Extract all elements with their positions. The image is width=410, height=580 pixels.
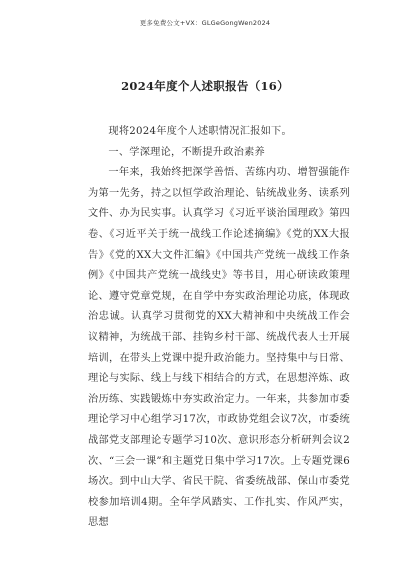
document-title: 2024年度个人述职报告（16）: [121, 79, 289, 93]
intro-paragraph: 现将2024年度个人述职情况汇报如下。: [108, 126, 292, 137]
section-heading: 一、学深理论，不断提升政治素养: [108, 146, 265, 158]
header-note: 更多免费公文+VX：GLGeGongWen2024: [139, 19, 271, 27]
document-body: [88, 122, 350, 534]
body-paragraph: 一年来，我始终把深学善悟、苦练内功、增智强能作为第一先务，持之以恒学政治理论、钻统战业务、读系列文件、办为民实事。认真学习《习近平谈治国理政》第四卷、《习近平关于统一战线工作论述摘编》《党的XX大报告》《党的XX大文件汇编》《中国共产党统一战线工作条例》《中国共产党统一战线史》等书目，用心研读政策理论、遵守党章党规，在自学中夯实政治理论功底，体现政治忠诚。认真学习贯彻党的XX大精神和中央统战工作会议精神，为统战干部、挂钩乡村干部、统战代表人士开展培训，在带头上党课中提升政治能力。坚持集中与日常、理论与实际、线上与线下相结合的方式，在思想淬炼、政治历练、实践锻炼中夯实政治定力。一年来，共参加市委理论学习中心组学习17次，市政协党组会议7次，市委统战部党支部理论专题学习10次、意识形态分析研判会议2次、“三会一课”和主题党日集中学习17次。上专题党课6场次。到中山大学、省民干院、省委统战部、保山市委党校参加培训4期。全年学风踏实、工作扎实、作风严实，思想: [88, 167, 350, 529]
